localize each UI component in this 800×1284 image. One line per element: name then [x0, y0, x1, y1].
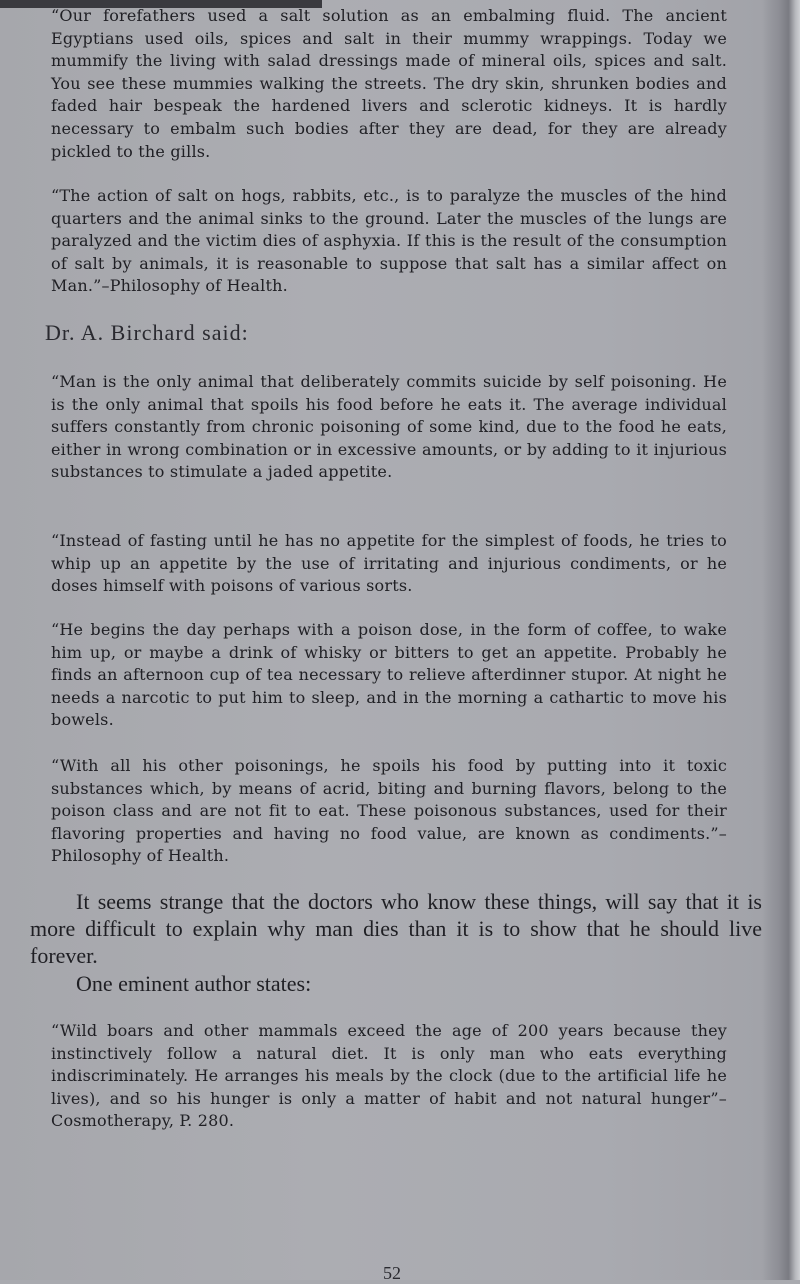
page-edge-shadow: [762, 0, 800, 1280]
quote-poison-dose: “He begins the day perhaps with a poison dose, in the form of coffee, to wake him up, or maybe a drink of whisky or bitters to get an appetite. Probably he finds an afternoon cup of tea necessary to relieve afterdinner stupor. At night he needs a narcotic to put him to sleep, and in the morning a cathartic to move his bowels.: [51, 620, 727, 730]
body-paragraph: It seems strange that the doctors who know these things, will say that it is more difficult to explain why man dies than it is to show that he should live forever.: [30, 889, 762, 968]
quote-self-poisoning: “Man is the only animal that deliberately commits suicide by self poisoning. He is the only animal that spoils his food before he eats it. The average individual suffers constantly from chronic poisoning of some kind, due to the food he eats, either in wrong combination or in excessive amounts, or by adding to it injurious substances to stimulate a jaded appetite.: [51, 372, 727, 482]
quote-wild-boars: “Wild boars and other mammals exceed the age of 200 years because they instinctively follow a natural diet. It is only man who eats everything indiscriminately. He arranges his meals by the clock (due to the artificial life he lives), and so his hunger is only a matter of habit and not natural hunger”–Cosmotherapy, P. 280.: [51, 1021, 727, 1131]
body-paragraph-intro: One eminent author states:: [76, 971, 312, 996]
quote-condiments: “With all his other poisonings, he spoils his food by putting into it toxic substances which, by means of acrid, biting and burning flavors, belong to the poison class and are not fit to eat. These poisonous substances, used for their flavoring properties and having no food value, are known as condiments.”–Philosophy of Health.: [51, 756, 727, 866]
section-heading: Dr. A. Birchard said:: [45, 320, 249, 345]
page-number: 52: [383, 1263, 401, 1283]
quote-fasting: “Instead of fasting until he has no appetite for the simplest of foods, he tries to whip up an appetite by the use of irritating and injurious condiments, or he doses himself with poisons of various sorts.: [51, 531, 727, 596]
quote-embalming: “Our forefathers used a salt solution as an embalming fluid. The ancient Egyptians used oils, spices and salt in their mummy wrappings. Today we mummify the living with salad dressings made of mineral oils, spices and salt. You see these mummies walking the streets. The dry skin, shrunken bodies and faded hair bespeak the hardened livers and sclerotic kidneys. It is hardly necessary to embalm such bodies after they are dead, for they are already pickled to the gills.: [51, 6, 727, 161]
quote-salt-action: “The action of salt on hogs, rabbits, etc., is to paralyze the muscles of the hind quarters and the animal sinks to the ground. Later the muscles of the lungs are paralyzed and the victim dies of asphyxia. If this is the result of the consumption of salt by animals, it is reasonable to suppose that salt has a similar affect on Man.”–Philosophy of Health.: [51, 186, 727, 296]
